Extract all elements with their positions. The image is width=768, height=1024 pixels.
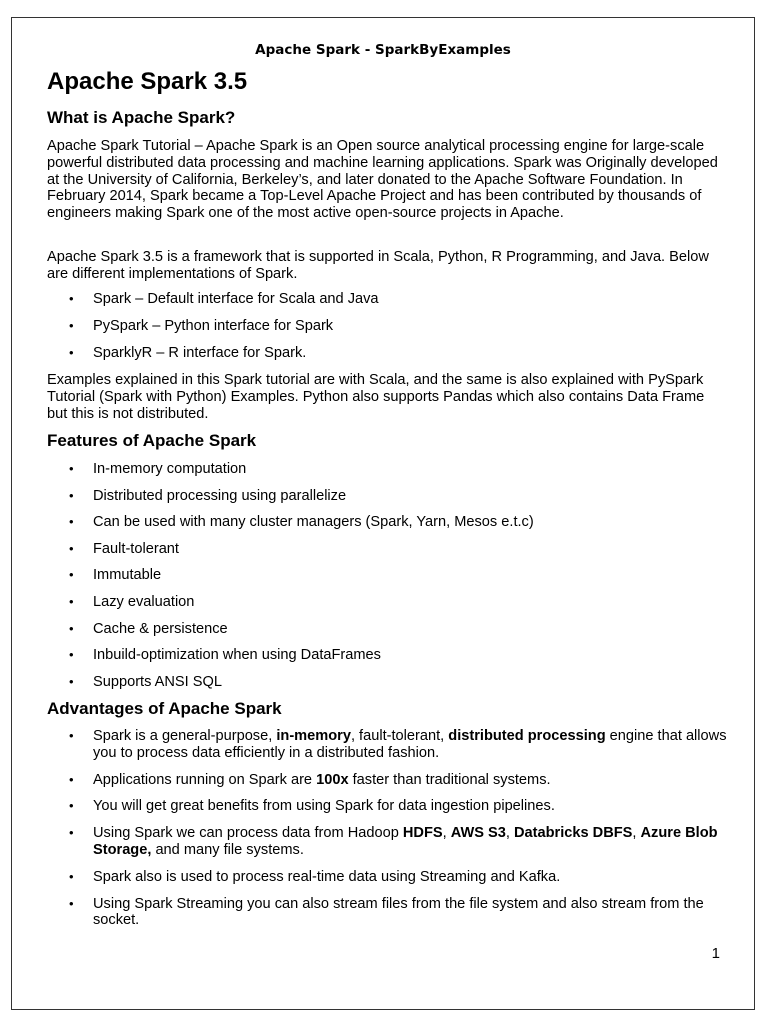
list-item: • Spark also is used to process real-time data using Streaming and Kafka. (47, 869, 727, 886)
list-item: • Immutable (47, 567, 727, 584)
page-header: Apache Spark - SparkByExamples (255, 42, 511, 58)
list-item: • In-memory computation (47, 461, 727, 478)
list-item: • Distributed processing using parallelize (47, 488, 727, 505)
implementations-paragraph: Apache Spark 3.5 is a framework that is supported in Scala, Python, R Programming, and Java. Below are different implementations of Spark. (47, 249, 709, 282)
heading-features: Features of Apache Spark (47, 431, 257, 450)
list-item: • PySpark – Python interface for Spark (47, 318, 727, 335)
list-item: • Supports ANSI SQL (47, 674, 727, 691)
list-item: • Using Spark Streaming you can also stream files from the file system and also stream from the socket. (47, 896, 727, 930)
page-number: 1 (711, 945, 720, 962)
features-list (47, 461, 727, 691)
heading-what-is-spark: What is Apache Spark? (47, 108, 236, 127)
list-item: • Using Spark we can process data from Hadoop HDFS, AWS S3, Databricks DBFS, Azure Blob Storage, and many file systems. (47, 825, 727, 859)
implementations-list (47, 291, 727, 361)
advantages-list (47, 728, 727, 929)
examples-paragraph: Examples explained in this Spark tutorial are with Scala, and the same is also explained with PySpark Tutorial (Spark with Python) Examples. Python also supports Pandas which also contains Data Frame but this is not distributed. (47, 372, 705, 422)
list-item: • Fault-tolerant (47, 541, 727, 558)
heading-advantages: Advantages of Apache Spark (47, 699, 282, 718)
list-item: • Applications running on Spark are 100x faster than traditional systems. (47, 772, 727, 789)
list-item: • You will get great benefits from using Spark for data ingestion pipelines. (47, 798, 727, 815)
list-item: • Can be used with many cluster managers (Spark, Yarn, Mesos e.t.c) (47, 514, 727, 531)
list-item: • Lazy evaluation (47, 594, 727, 611)
list-item: • Spark is a general-purpose, in-memory, fault-tolerant, distributed processing engine that allows you to process data efficiently in a distributed fashion. (47, 728, 727, 762)
intro-paragraph: Apache Spark Tutorial – Apache Spark is an Open source analytical processing engine for large-scale powerful distributed data processing and machine learning applications. Spark was Originally developed at the University of California, Berkeley’s, and later donated to the Apache Software Foundation. In February 2014, Spark became a Top-Level Apache Project and has been contributed by thousands of engineers making Spark one of the most active open-source projects in Apache. (47, 138, 718, 222)
list-item: • Inbuild-optimization when using DataFrames (47, 647, 727, 664)
list-item: • SparklyR – R interface for Spark. (47, 345, 727, 362)
document-page (11, 17, 755, 1010)
page-title: Apache Spark 3.5 (47, 68, 248, 95)
list-item: • Spark – Default interface for Scala and Java (47, 291, 727, 308)
list-item: • Cache & persistence (47, 621, 727, 638)
